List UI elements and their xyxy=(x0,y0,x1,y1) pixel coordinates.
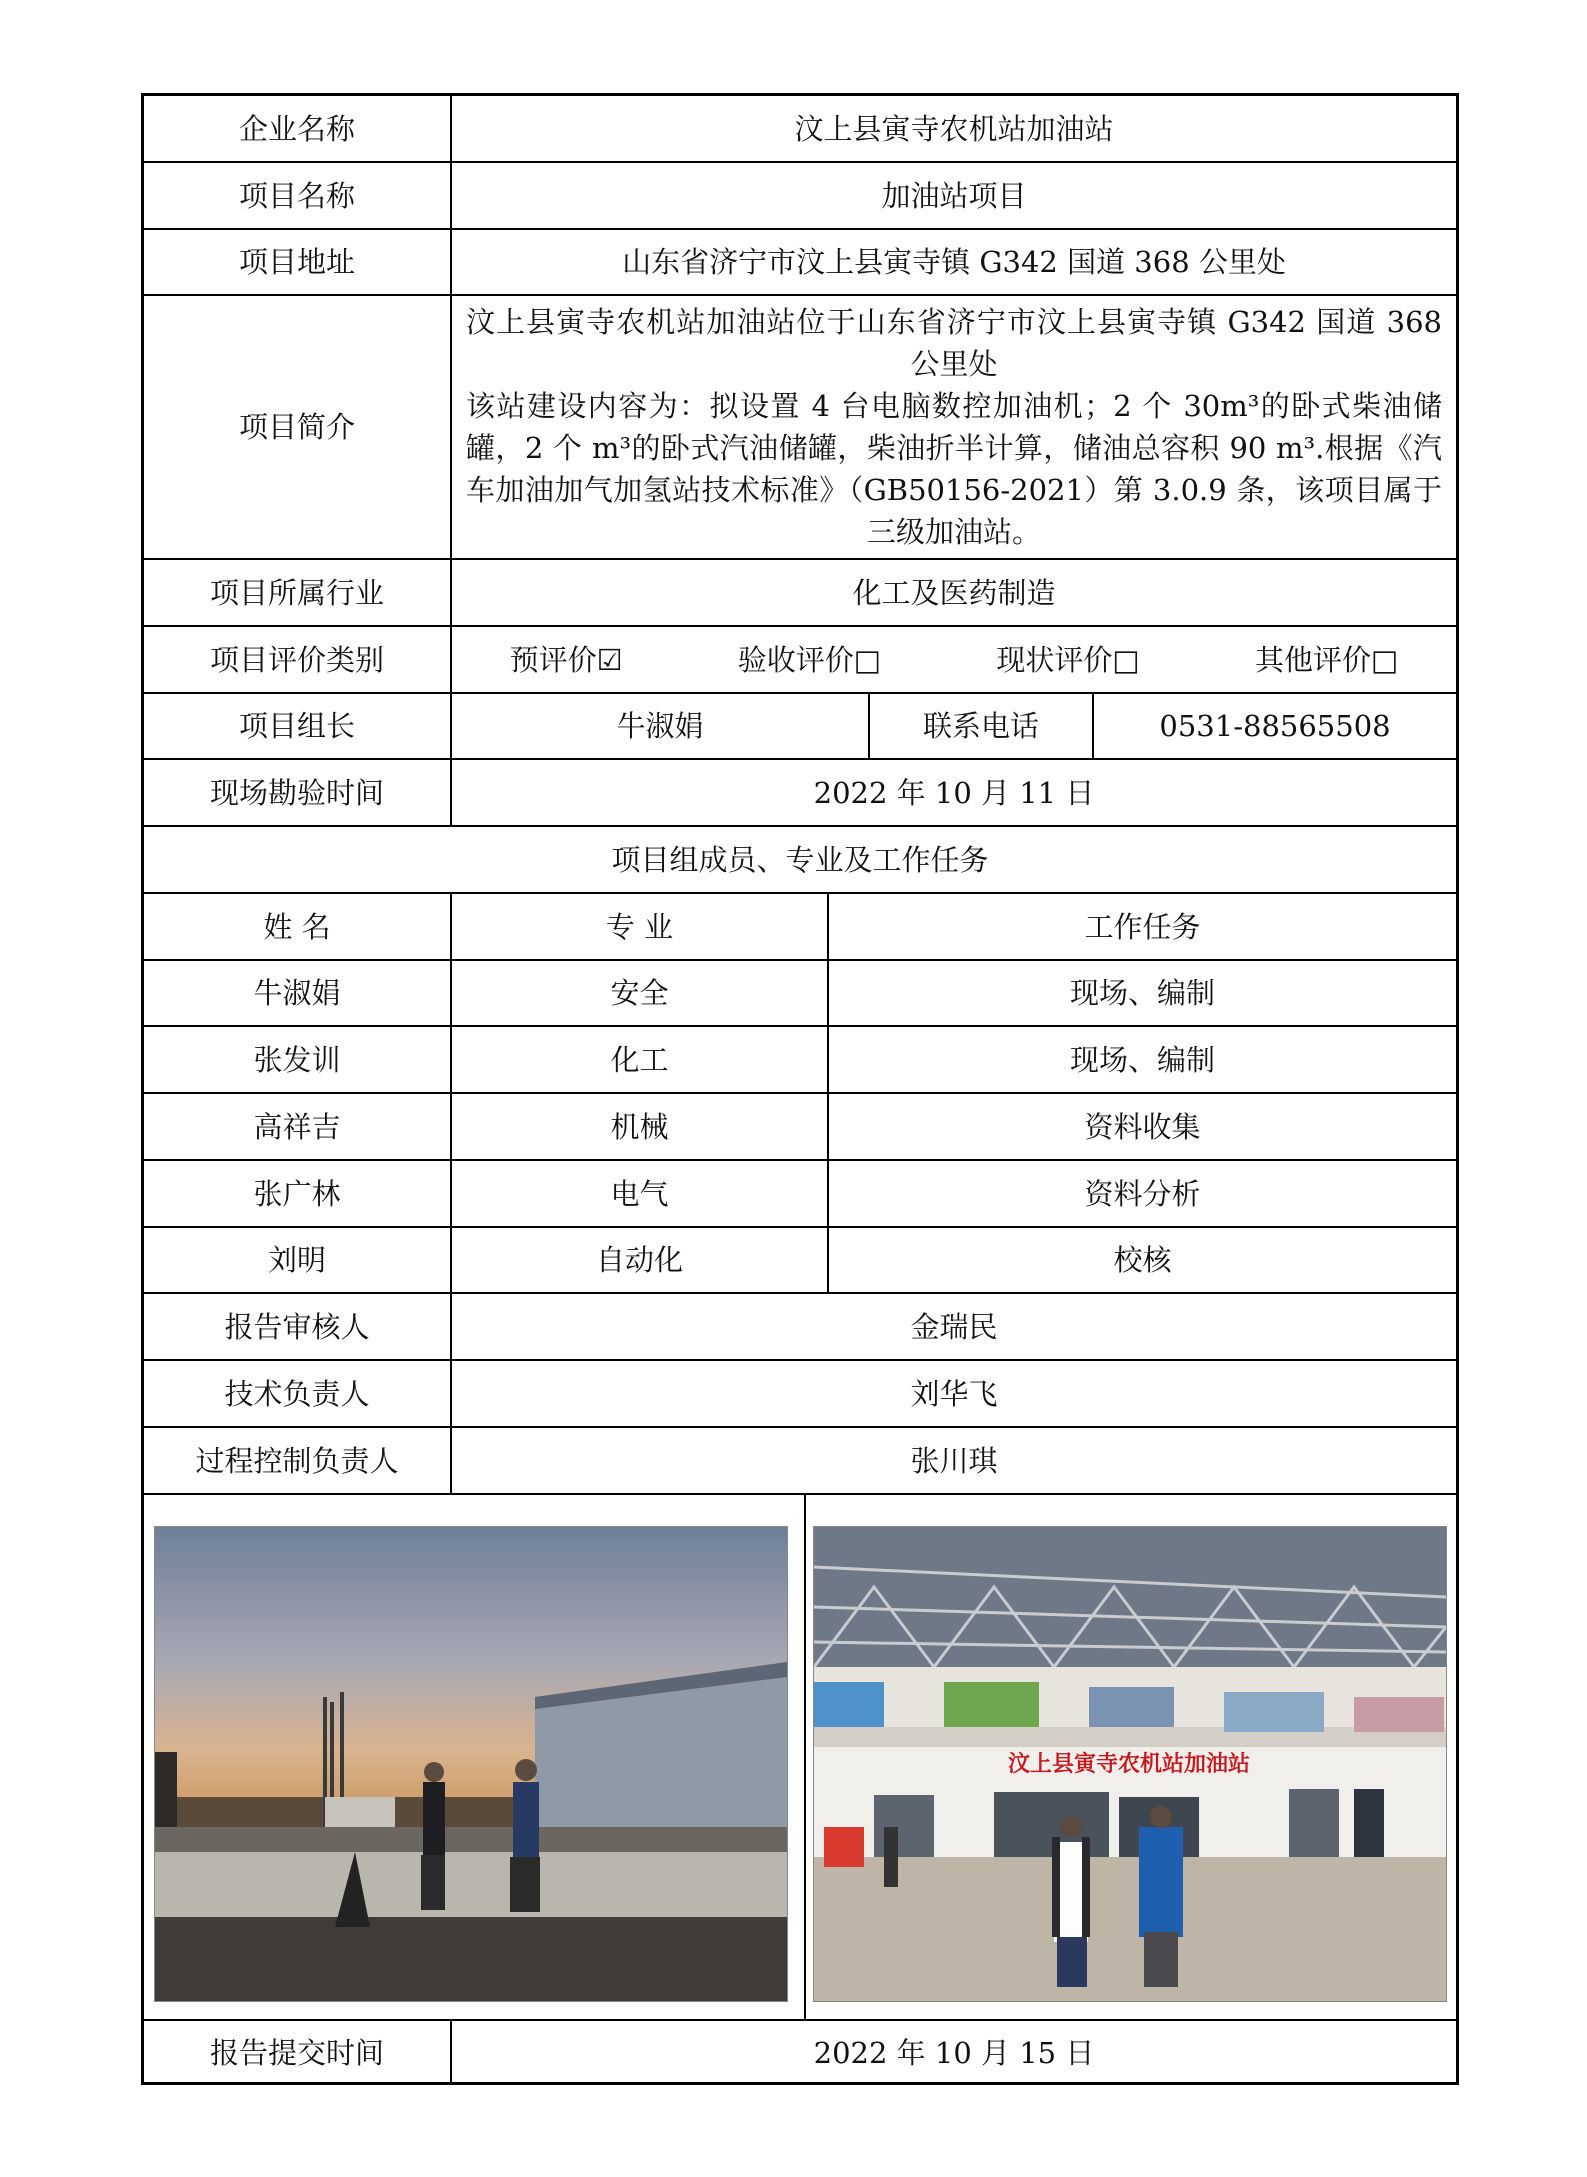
value-category xyxy=(450,627,1456,692)
label-company: 企业名称 xyxy=(238,111,355,146)
row-members-columns xyxy=(144,894,1456,961)
site-photo-dusk xyxy=(154,1526,788,2002)
member-task: 现场、编制 xyxy=(827,961,1456,1025)
member-task: 校核 xyxy=(827,1228,1456,1292)
value-project: 加油站项目 xyxy=(450,163,1456,228)
label-survey-time: 现场勘验时间 xyxy=(209,775,384,810)
col-task-header: 工作任务 xyxy=(827,894,1456,959)
label-submit-time: 报告提交时间 xyxy=(209,2036,384,2070)
value-submit-time: 2022 年 10 月 15 日 xyxy=(450,2021,1456,2085)
member-name: 高祥吉 xyxy=(253,1109,341,1144)
label-project: 项目名称 xyxy=(238,178,355,213)
table-row xyxy=(144,1094,1456,1161)
table-row xyxy=(144,1027,1456,1094)
category-status: 现状评价□ xyxy=(996,642,1140,677)
row-category xyxy=(144,627,1456,694)
intro-content: 该站建设内容为：拟设置 4 台电脑数控加油机；2 个 30m³的卧式柴油储罐，2 个 m³的卧式汽油储罐，柴油折半计算，储油总容积 90 m³.根据《汽车加油加气加氢站技术标准》（GB50156-2021）第 3.0.9 条，该项目属于三级加油站。 xyxy=(466,389,1442,549)
label-phone: 联系电话 xyxy=(868,694,1092,758)
member-major: 安全 xyxy=(450,961,827,1025)
value-leader: 牛淑娟 xyxy=(450,694,868,758)
member-task: 资料分析 xyxy=(827,1161,1456,1226)
table-row xyxy=(144,1228,1456,1294)
site-photo-dusk-image xyxy=(155,1527,787,2001)
value-reviewer: 金瑞民 xyxy=(450,1294,1456,1359)
col-name-header: 姓 名 xyxy=(263,909,331,944)
label-intro: 项目简介 xyxy=(238,410,355,444)
label-leader: 项目组长 xyxy=(238,709,355,743)
row-intro xyxy=(144,296,1456,560)
label-address: 项目地址 xyxy=(238,245,355,279)
row-reviewer xyxy=(144,1294,1456,1361)
value-address: 山东省济宁市汶上县寅寺镇 G342 国道 368 公里处 xyxy=(450,230,1456,294)
category-acceptance: 验收评价□ xyxy=(737,642,882,677)
category-other: 其他评价□ xyxy=(1254,642,1399,677)
row-members-header xyxy=(144,827,1456,894)
label-industry: 项目所属行业 xyxy=(209,575,384,610)
table-row xyxy=(144,1161,1456,1228)
member-name: 张发训 xyxy=(253,1042,341,1077)
category-pre-evaluation: 预评价☑ xyxy=(509,642,623,677)
label-category: 项目评价类别 xyxy=(209,642,384,677)
row-industry xyxy=(144,560,1456,627)
evaluation-info-table xyxy=(141,93,1459,2085)
member-name: 牛淑娟 xyxy=(253,976,341,1010)
member-name: 刘明 xyxy=(267,1243,326,1277)
photo-divider xyxy=(804,1495,806,2019)
member-major: 化工 xyxy=(450,1027,827,1092)
row-address xyxy=(144,230,1456,296)
intro-location: 汶上县寅寺农机站加油站位于山东省济宁市汶上县寅寺镇 G342 国道 368 公里处 xyxy=(466,305,1442,381)
label-reviewer: 报告审核人 xyxy=(224,1309,370,1344)
col-major-header: 专 业 xyxy=(450,894,827,959)
value-company: 汶上县寅寺农机站加油站 xyxy=(450,96,1456,161)
value-survey-time: 2022 年 10 月 11 日 xyxy=(450,760,1456,825)
member-task: 现场、编制 xyxy=(827,1027,1456,1092)
station-sign-text: 汶上县寅寺农机站加油站 xyxy=(1007,1751,1251,1777)
value-process-lead: 张川琪 xyxy=(450,1428,1456,1493)
table-row xyxy=(144,961,1456,1027)
value-industry: 化工及医药制造 xyxy=(450,560,1456,625)
value-phone: 0531-88565508 xyxy=(1092,694,1456,758)
value-intro xyxy=(450,296,1456,558)
site-photo-canopy-image xyxy=(814,1527,1446,2001)
row-company xyxy=(144,96,1456,163)
row-process-lead xyxy=(144,1428,1456,1495)
label-process-lead: 过程控制负责人 xyxy=(195,1443,399,1478)
member-task: 资料收集 xyxy=(827,1094,1456,1159)
member-major: 电气 xyxy=(450,1161,827,1226)
value-tech-lead: 刘华飞 xyxy=(450,1361,1456,1426)
row-photos xyxy=(144,1495,1456,2021)
row-project xyxy=(144,163,1456,230)
row-submit-time xyxy=(144,2021,1456,2085)
members-header: 项目组成员、专业及工作任务 xyxy=(611,842,989,877)
site-photo-canopy xyxy=(813,1526,1447,2002)
row-tech-lead xyxy=(144,1361,1456,1428)
member-major: 自动化 xyxy=(450,1228,827,1292)
row-leader xyxy=(144,694,1456,760)
row-survey-time xyxy=(144,760,1456,827)
member-name: 张广林 xyxy=(253,1176,341,1211)
member-major: 机械 xyxy=(450,1094,827,1159)
label-tech-lead: 技术负责人 xyxy=(224,1376,370,1411)
